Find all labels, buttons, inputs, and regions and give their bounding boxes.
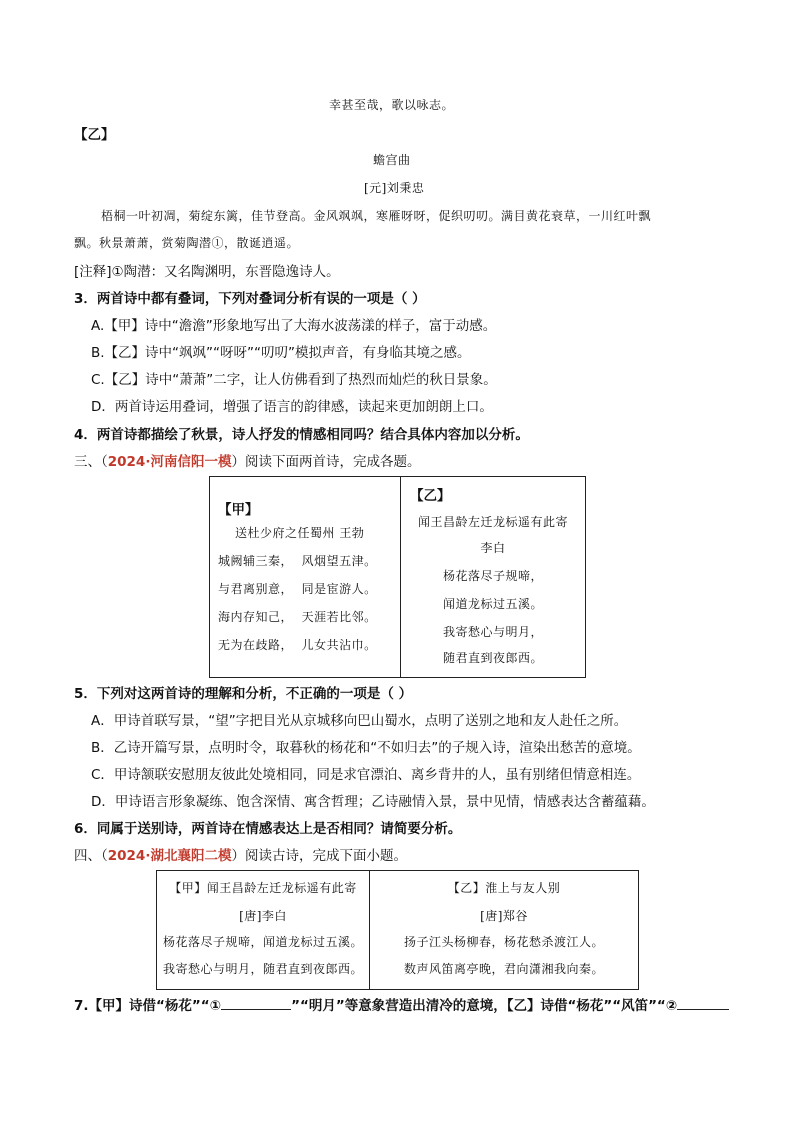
option-a: A.【甲】诗中“澹澹”形象地写出了大海水波荡漾的样子，富于动感。 [91, 318, 497, 334]
jia-title: 【甲】闻王昌龄左迁龙标遥有此寄 [169, 881, 357, 895]
yi-author: 李白 [480, 541, 506, 555]
yi-label: 【乙】 [410, 488, 451, 504]
yi-line: 我寄愁心与明月， [442, 625, 543, 639]
exam-source: 2024·河南信阳一模 [107, 454, 232, 470]
yi-author: [唐]郑谷 [480, 909, 528, 923]
answer-blank-2[interactable] [677, 997, 729, 1010]
jia-line: 无为在歧路， 儿女共沾巾。 [218, 638, 377, 652]
option-d: D．甲诗语言形象凝练、饱含深情、寓含哲理；乙诗融情入景，景中见情，情感表达含蓄蕴藉。 [91, 794, 655, 810]
yi-title: 【乙】淮上与友人别 [447, 881, 561, 895]
yi-line: 扬子江头杨柳春，杨花愁杀渡江人。 [403, 935, 604, 949]
section-label-yi: 【乙】 [74, 127, 115, 143]
question-5-stem: 5．下列对这两首诗的理解和分析，不正确的一项是（ ） [74, 686, 413, 702]
poem-comparison-box-2 [156, 870, 639, 990]
q7-text-part1: 7.【甲】诗借“杨花”“① [74, 998, 222, 1014]
section-3-heading [74, 450, 420, 470]
section-suffix: ）阅读下面两首诗，完成各题。 [231, 454, 421, 470]
jia-title: 送杜少府之任蜀州 王勃 [235, 526, 365, 540]
jia-line: 海内存知己， 天涯若比邻。 [218, 610, 377, 624]
exam-source: 2024·湖北襄阳二模 [107, 848, 232, 864]
jia-line: 与君离别意， 同是宦游人。 [218, 582, 377, 596]
poem-title: 蟾宫曲 [373, 153, 411, 167]
option-b: B．乙诗开篇写景，点明时令，取暮秋的杨花和“不如归去”的子规入诗，渲染出愁苦的意境。 [91, 740, 641, 756]
yi-line: 杨花落尽子规啼， [442, 569, 543, 583]
option-a: A．甲诗首联写景，“望”字把目光从京城移向巴山蜀水，点明了送别之地和友人赴任之所。 [91, 713, 628, 729]
yi-line: 闻道龙标过五溪。 [442, 597, 543, 611]
jia-label: 【甲】 [218, 502, 259, 518]
jia-author: [唐]李白 [239, 909, 287, 923]
question-7 [74, 994, 729, 1014]
annotation-note: [注释]①陶潜：又名陶渊明，东晋隐逸诗人。 [74, 264, 340, 280]
yi-line: 数声风笛离亭晚，君向潇湘我向秦。 [403, 962, 604, 976]
jia-line: 城阙辅三秦， 风烟望五津。 [218, 554, 377, 568]
poem-author: [元]刘秉忠 [364, 181, 425, 195]
question-4: 4．两首诗都描绘了秋景，诗人抒发的情感相同吗？结合具体内容加以分析。 [74, 427, 529, 443]
section-prefix: 四、（ [74, 848, 108, 864]
answer-blank-1[interactable] [221, 997, 291, 1010]
poem-closing-line: 幸甚至哉，歌以咏志。 [329, 98, 455, 112]
option-c: C．甲诗颔联安慰朋友彼此处境相同，同是求官漂泊、离乡背井的人，虽有别绪但情意相连。 [91, 767, 641, 783]
poem-line: 梧桐一叶初凋，菊绽东篱，佳节登高。金风飒飒，寒雁呀呀，促织叨叨。满目黄花衰草，一川红叶飘 [101, 209, 652, 223]
section-suffix: ）阅读古诗，完成下面小题。 [231, 848, 407, 864]
question-6: 6．同属于送别诗，两首诗在情感表达上是否相同？请简要分析。 [74, 821, 462, 837]
yi-line: 随君直到夜郎西。 [442, 651, 543, 665]
question-3-stem: 3．两首诗中都有叠词，下列对叠词分析有误的一项是（ ） [74, 291, 426, 307]
option-c: C.【乙】诗中“萧萧”二字，让人仿佛看到了热烈而灿烂的秋日景象。 [91, 372, 497, 388]
jia-line: 杨花落尽子规啼，闻道龙标过五溪。 [162, 935, 363, 949]
poem-line: 飘。秋景萧萧，赏菊陶潜①，散诞逍遥。 [74, 236, 300, 250]
q7-text-part2: ”“明月”等意象营造出清冷的意境，【乙】诗借“杨花”“风笛”“② [291, 998, 678, 1014]
poem-comparison-box-1 [209, 476, 586, 678]
section-4-heading [74, 844, 407, 864]
section-prefix: 三、（ [74, 454, 108, 470]
option-b: B.【乙】诗中“飒飒”“呀呀”“叨叨”模拟声音，有身临其境之感。 [91, 345, 471, 361]
option-d: D．两首诗运用叠词，增强了语言的韵律感，读起来更加朗朗上口。 [91, 399, 493, 415]
jia-line: 我寄愁心与明月，随君直到夜郎西。 [162, 962, 363, 976]
yi-title: 闻王昌龄左迁龙标遥有此寄 [417, 515, 568, 529]
